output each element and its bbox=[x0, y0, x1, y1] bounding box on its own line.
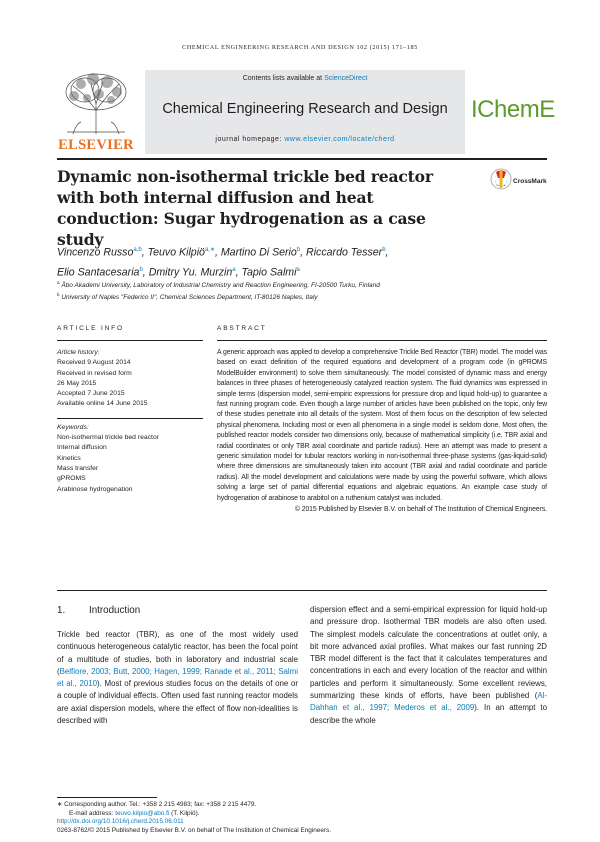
elsevier-tree-icon bbox=[61, 70, 131, 136]
author-affiliation-mark: a,∗ bbox=[204, 247, 215, 253]
email-label: E-mail address: bbox=[69, 809, 114, 817]
history-item: Available online 14 June 2015 bbox=[57, 400, 148, 408]
body-text: Trickle bed reactor (TBR), as one of the most widely used continuous heterogeneous catalytic reactor, has been the focal point of a multitude of studies, both in laboratory and industrial scale ( bbox=[57, 630, 298, 676]
issn-line: 0263-8762/© 2015 Published by Elsevier B.V. on behalf of The Institution of Chemical Engineers. bbox=[57, 826, 331, 834]
contents-line bbox=[145, 75, 465, 82]
body-column-right bbox=[310, 604, 547, 727]
author-name: Tapio Salmi bbox=[241, 266, 297, 279]
article-title: Dynamic non-isothermal trickle bed reactor with both internal diffusion and heat conduction: Sugar hydrogenation as a case study bbox=[57, 167, 433, 249]
citation-link[interactable]: Belfiore, 2003; Butt, 2000; Hagen, 1999; Ranade et al., 2011; Salmi et al., 2010 bbox=[57, 666, 298, 689]
divider bbox=[57, 590, 547, 591]
elsevier-logo bbox=[57, 70, 135, 154]
author-list bbox=[57, 242, 547, 281]
history-item: Received 9 August 2014 bbox=[57, 359, 131, 367]
section-number: 1. bbox=[57, 605, 66, 616]
affiliation-a bbox=[57, 280, 547, 289]
article-info-heading: ARTICLE INFO bbox=[57, 325, 124, 332]
keyword: Kinetics bbox=[57, 454, 81, 462]
elsevier-wordmark: ELSEVIER bbox=[58, 137, 134, 153]
history-label: Article history: bbox=[57, 349, 100, 356]
keywords-label: Keywords: bbox=[57, 423, 89, 431]
author-affiliation-mark: b bbox=[139, 266, 143, 273]
running-head: CHEMICAL ENGINEERING RESEARCH AND DESIGN 102 (2015) 171–185 bbox=[182, 44, 418, 51]
email-line bbox=[57, 810, 547, 819]
abstract-copyright: © 2015 Published by Elsevier B.V. on behalf of The Institution of Chemical Engineers. bbox=[294, 506, 547, 514]
section-title: Introduction bbox=[89, 605, 141, 616]
body-text: ). In an attempt to describe the whole bbox=[310, 703, 547, 725]
icheme-logo: IChemE bbox=[471, 96, 555, 123]
author-name: Dmitry Yu. Murzin bbox=[148, 266, 233, 279]
author-affiliation-mark: a bbox=[232, 266, 236, 273]
affiliation-mark: a bbox=[57, 280, 60, 285]
history-item: 26 May 2015 bbox=[57, 379, 97, 387]
author-affiliation-mark: a,b bbox=[133, 247, 142, 253]
homepage-url-link[interactable]: www.elsevier.com/locate/cherd bbox=[284, 136, 395, 143]
doi-link[interactable]: http://dx.doi.org/10.1016/j.cherd.2015.06.011 bbox=[57, 818, 184, 826]
body-text: dispersion effect and a semi-empirical expression for liquid hold-up and pressure drop. Isothermal TBR models are also often used. The simplest models calculate the concentrations at outlet only, a bit more advanced axial profiles. What makes our fast running 2D TBR model different is the fact that it calculates temperatures and concentrations in each and every location of the reactor and within particles and perform it simultaneously. Some excellent reviews, summarizing these kinds of efforts, have been published ( bbox=[310, 605, 547, 701]
abstract bbox=[217, 348, 547, 516]
abstract-text: A generic approach was applied to develop a comprehensive Trickle Bed Reactor (TBR) model. The model was based on exact definition of the required equations and development of a program code (in gPROMS ModelBuilder environment) to solve them simultaneously. The model consisted of dynamic mass and energy balances in three phases of heterogeneously catalyzed reaction system. The fluid dynamics was expressed in simple terms (dispersion model, semi-empiric expressions for pressure drop and liquid hold-up) to guarantee a fast running program code. Even though a large number of articles have been published on the topic, only few of these studies penetrate into all details of the system. Most of them focus on the description of few selected physical phenomena. Including most or even all phenomena in a single model is seldom done. Most often, the published reactor models consider two dimensions only, because of mathematical simplicity (i.e. TBR axial and radial coordinates or only TBR axial coordinate and particle radius). Here an attempt was made to present a generic simulation model for tubular reactors working in non-isothermal three-phase systems (gas-liquid-solid) where three dimensions are simultaneously taken into account (TBR axial and radial coordinate and particle radius). All the model development and calculations were made by using the powerful software, which allows solving a large set of partial differential equations and algebraic equations. An example case study of hydrogenation of arabinose to arabitol on a ruthenium catalyst was included. bbox=[217, 349, 547, 502]
email-suffix: (T. Kilpiö). bbox=[171, 809, 200, 817]
author-name: Vincenzo Russo bbox=[57, 246, 134, 259]
affiliation-text: University of Naples "Federico II", Chemical Sciences Department, IT-80126 Naples, Italy bbox=[61, 294, 318, 302]
footnote-divider bbox=[57, 797, 157, 798]
body-text: ). Most of previous studies focus on the details of one or a couple of individual effects. Often used fast running reactor models are axial dispersion models, where the effect of flow non-idealities is described with bbox=[57, 679, 299, 726]
keyword: Non-isothermal trickle bed reactor bbox=[57, 434, 159, 442]
author-name: Martino Di Serio bbox=[220, 246, 297, 259]
homepage-line bbox=[145, 136, 465, 143]
body-column-left bbox=[57, 629, 298, 727]
divider bbox=[57, 418, 203, 419]
divider bbox=[217, 340, 547, 341]
history-item: Received in revised form bbox=[57, 369, 132, 377]
homepage-prefix: journal homepage: bbox=[215, 136, 282, 143]
email-link[interactable]: teuvo.kilpio@abo.fi bbox=[115, 809, 170, 817]
section-heading-introduction bbox=[57, 605, 140, 616]
journal-name: Chemical Engineering Research and Design bbox=[162, 101, 448, 117]
author-affiliation-mark: a bbox=[296, 266, 300, 273]
crossmark-icon bbox=[490, 166, 512, 192]
author-name: Riccardo Tesser bbox=[306, 246, 383, 259]
author-name: Elio Santacesaria bbox=[57, 266, 140, 279]
author-affiliation-mark: b bbox=[296, 247, 301, 253]
abstract-heading: ABSTRACT bbox=[217, 325, 267, 332]
author-name: Teuvo Kilpiö bbox=[147, 246, 205, 259]
affiliation-text: Åbo Akademi University, Laboratory of Industrial Chemistry and Reaction Engineering, FI-20500 Turku, Finland bbox=[61, 282, 380, 290]
keyword: gPROMS bbox=[57, 475, 86, 483]
affiliation-b bbox=[57, 292, 547, 301]
article-info bbox=[57, 348, 207, 495]
author-line-1: Vincenzo Russo$^{a,b}$, Teuvo Kilpiö$^{a,∗}$, Martino Di Serio$^b$, Riccardo Tesser$^b$, bbox=[57, 246, 389, 259]
journal-masthead bbox=[57, 70, 555, 160]
affiliation-mark: b bbox=[57, 292, 60, 297]
journal-banner bbox=[145, 70, 465, 154]
crossmark-badge[interactable] bbox=[490, 166, 548, 196]
keyword: Mass transfer bbox=[57, 464, 99, 472]
author-line-2: Elio Santacesaria$^b$, Dmitry Yu. Murzin$^a$, Tapio Salmi$^a$ bbox=[57, 266, 300, 279]
corresponding-author-note: ∗ Corresponding author. Tel.: +358 2 215 4983; fax: +358 2 215 4479. bbox=[57, 801, 257, 808]
footnotes bbox=[57, 801, 547, 835]
author-affiliation-mark: b bbox=[382, 247, 386, 253]
sciencedirect-link[interactable]: ScienceDirect bbox=[324, 75, 368, 82]
history-item: Accepted 7 June 2015 bbox=[57, 390, 125, 398]
contents-prefix: Contents lists available at bbox=[242, 75, 323, 82]
keyword: Internal diffusion bbox=[57, 444, 107, 452]
keyword: Arabinose hydrogenation bbox=[57, 485, 133, 493]
divider bbox=[57, 340, 203, 341]
citation-link[interactable]: Al-Dahhan et al., 1997; Mederos et al., 2009 bbox=[310, 691, 547, 713]
crossmark-label: CrossMark bbox=[513, 178, 547, 185]
